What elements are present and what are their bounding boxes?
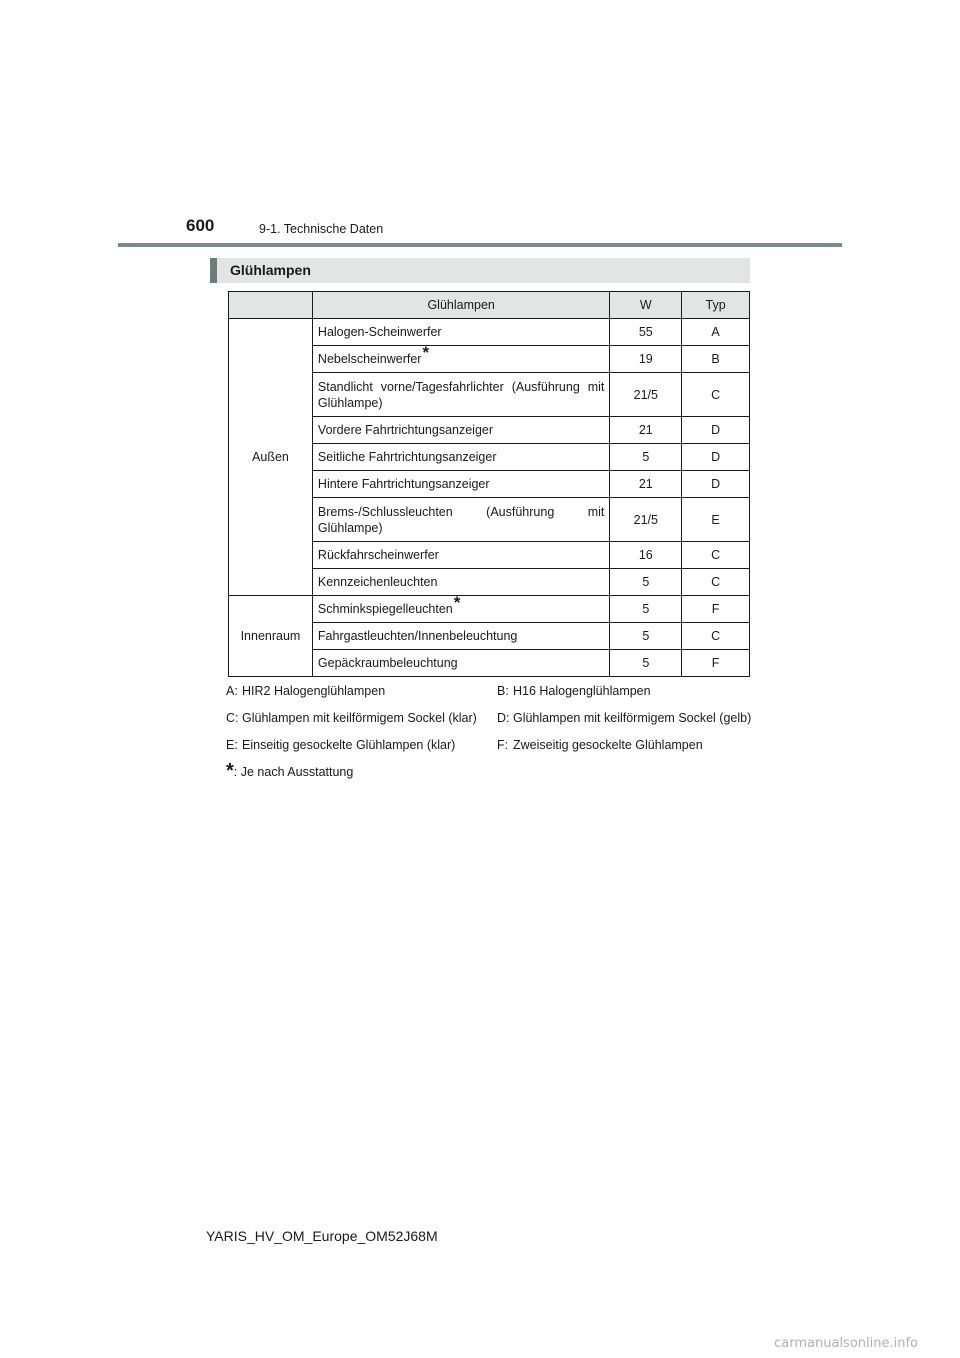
legend-item (226, 683, 495, 700)
bulb-watt: 21 (610, 417, 682, 444)
bulb-name: Seitliche Fahrtrichtungsanzeiger (312, 444, 609, 471)
bulb-name-cell (312, 343, 609, 373)
bulb-type: F (682, 596, 750, 623)
table-header-row (229, 292, 750, 319)
bulb-type: A (682, 319, 750, 346)
group-label-exterior: Außen (229, 319, 313, 596)
legend-key: D: (496, 711, 510, 725)
watermark: carmanualsonline.info (774, 1336, 918, 1351)
legend-key: B: (496, 684, 509, 698)
bulb-name: Gepäckraumbeleuchtung (312, 650, 609, 677)
bulb-type: C (682, 542, 750, 569)
legend-item (497, 710, 756, 727)
bulb-type: B (682, 346, 750, 373)
legend-key: F: (496, 738, 509, 752)
bulb-name: Standlicht vorne/Tagesfahrlichter (Ausführung mit Glühlampe) (312, 373, 609, 417)
bulb-name: Kennzeichenleuchten (312, 569, 609, 596)
legend-text: H16 Halogenglühlampen (512, 684, 651, 698)
bulb-type: C (682, 569, 750, 596)
bulb-type: C (682, 623, 750, 650)
bulb-watt: 21/5 (610, 373, 682, 417)
bulb-watt: 5 (610, 623, 682, 650)
section-title: Glühlampen (230, 262, 311, 278)
legend-text: Zweiseitig gesockelte Glühlampen (512, 738, 703, 752)
header-rule (118, 243, 842, 247)
bulb-name: Schminkspiegelleuchten (317, 602, 453, 616)
bulb-type: C (682, 373, 750, 417)
bulb-watt: 21 (610, 471, 682, 498)
legend-text: Glühlampen mit keilförmigem Sockel (klar) (242, 711, 477, 725)
document-footer: YARIS_HV_OM_Europe_OM52J68M (206, 1228, 438, 1244)
footnote-star: * (453, 593, 461, 612)
bulb-watt: 5 (610, 650, 682, 677)
legend-item (226, 737, 495, 754)
legend-text: Glühlampen mit keilförmigem Sockel (gelb) (512, 711, 752, 725)
bulb-name: Fahrgastleuchten/Innenbeleuchtung (312, 623, 609, 650)
legend-row (226, 737, 756, 754)
legend-row (226, 683, 756, 700)
table-header-bulbs: Glühlampen (312, 292, 609, 319)
legend-item (497, 683, 756, 700)
legend-item (497, 737, 756, 754)
legend-key: C: (226, 711, 239, 725)
section-heading-bar (210, 258, 750, 283)
table-header-type: Typ (682, 292, 750, 319)
bulb-watt: 5 (610, 444, 682, 471)
footnote (226, 760, 756, 782)
chapter-title: 9-1. Technische Daten (259, 222, 384, 236)
bulb-type: E (682, 498, 750, 542)
bulb-name: Nebelscheinwerfer (317, 352, 422, 366)
bulb-watt: 5 (610, 569, 682, 596)
bulb-name: Halogen-Scheinwerfer (312, 319, 609, 346)
legend-text: HIR2 Halogenglühlampen (242, 684, 386, 698)
bulb-watt: 21/5 (610, 498, 682, 542)
table-row (229, 319, 750, 346)
bulb-name: Rückfahrscheinwerfer (312, 542, 609, 569)
table-header-group (229, 292, 313, 319)
bulb-type: F (682, 650, 750, 677)
bulb-type: D (682, 444, 750, 471)
bulb-name: Brems-/Schlussleuchten (Ausführung mit Glühlampe) (312, 498, 609, 542)
legend-text: Einseitig gesockelte Glühlampen (klar) (242, 738, 456, 752)
bulb-watt: 5 (610, 596, 682, 623)
bulb-watt: 16 (610, 542, 682, 569)
bulb-name: Vordere Fahrtrichtungsanzeiger (312, 417, 609, 444)
footnote-mark: * (226, 760, 234, 782)
group-label-interior: Innenraum (229, 596, 313, 677)
bulb-watt: 55 (610, 319, 682, 346)
bulb-name-cell (312, 593, 609, 623)
bulb-watt: 19 (610, 346, 682, 373)
footnote-text: : Je nach Ausstattung (233, 765, 354, 779)
page-number: 600 (186, 216, 215, 235)
legend-key: A: (226, 684, 238, 698)
legend-row (226, 710, 756, 727)
bulb-name: Hintere Fahrtrichtungsanzeiger (312, 471, 609, 498)
bulb-type: D (682, 471, 750, 498)
table-row (229, 596, 750, 623)
legend-item (226, 710, 495, 727)
type-legend (226, 683, 756, 781)
legend-key: E: (226, 738, 238, 752)
bulb-type: D (682, 417, 750, 444)
table-header-watt: W (610, 292, 682, 319)
footnote-star: * (422, 343, 430, 362)
bulb-table (228, 291, 750, 677)
